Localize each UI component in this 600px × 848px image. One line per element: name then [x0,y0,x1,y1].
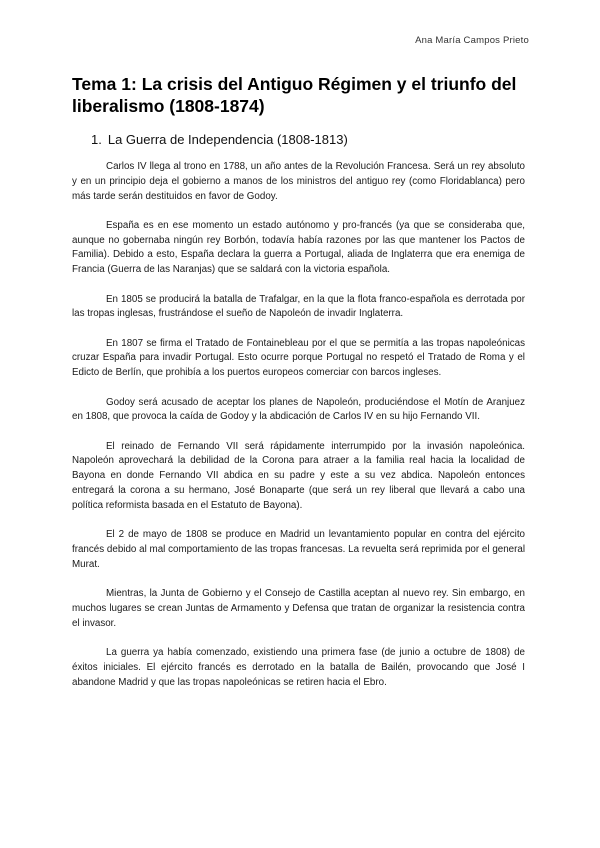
author-header: Ana María Campos Prieto [415,35,529,46]
paragraph: En 1807 se firma el Tratado de Fontainebleau por el que se permitía a las tropas napoleónicas cruzar España para invadir Portugal. Esto ocurre porque Portugal no respetó el Tratado de Roma y el Edicto de Berlín, que prohibía a los puertos europeos comerciar con barcos ingleses. [72,337,525,379]
paragraph: Mientras, la Junta de Gobierno y el Consejo de Castilla aceptan al nuevo rey. Sin embargo, en muchos lugares se crean Juntas de Armamento y Defensa que tratan de organizar la resistencia contra el invasor. [72,588,525,629]
paragraph: Godoy será acusado de aceptar los planes de Napoleón, produciéndose el Motín de Aranjuez en 1808, que provoca la caída de Godoy y la abdicación de Carlos IV en su hijo Fernando VII. [72,396,525,423]
body-text [72,160,525,705]
paragraph: España es en ese momento un estado autónomo y pro-francés (ya que se consideraba que, aunque no gobernaba ningún rey Borbón, todavía había razones por las que mantener los Pactos de Familia). Debido a esto, España declara la guerra a Portugal, aliada de Inglaterra que era enemiga de Francia (Guerra de las Naranjas) que se saldará con la victoria española. [72,219,525,276]
paragraph: Carlos IV llega al trono en 1788, un año antes de la Revolución Francesa. Será un rey absoluto y en un principio deja el gobierno a manos de los ministros del antiguo rey (como Floridablanca) pero más tarde serán destituidos en favor de Godoy. [72,161,525,202]
paragraph: El reinado de Fernando VII será rápidamente interrumpido por la invasión napoleónica. Napoleón aprovechará la debilidad de la Corona para atraer a la familia real hacia la localidad de Bayona en donde Fernando VII abdica en su padre y este a su vez abdica. Napoleón entonces entregará la corona a su hermano, José Bonaparte (que será un rey liberal que llevará a cabo una política reformista basada en el Estatuto de Bayona). [72,440,525,511]
section-number: 1. [91,132,102,147]
section-heading [91,132,348,147]
paragraph: En 1805 se producirá la batalla de Trafalgar, en la que la flota franco-española es derrotada por las tropas inglesas, frustrándose el sueño de Napoleón de invadir Inglaterra. [72,293,525,320]
section-title: La Guerra de Independencia (1808-1813) [107,132,348,147]
paragraph: La guerra ya había comenzado, existiendo una primera fase (de junio a octubre de 1808) de éxitos iniciales. El ejército francés es derrotado en la batalla de Bailén, provocando que José I abandone Madrid y que las tropas napoleónicas se retiren hacia el Ebro. [72,646,525,688]
document-title: Tema 1: La crisis del Antiguo Régimen y el triunfo del liberalismo (1808-1874) [72,74,517,116]
paragraph: El 2 de mayo de 1808 se produce en Madrid un levantamiento popular en contra del ejército francés debido al mal comportamiento de las tropas francesas. La revuelta será reprimida por el general Murat. [72,529,525,570]
